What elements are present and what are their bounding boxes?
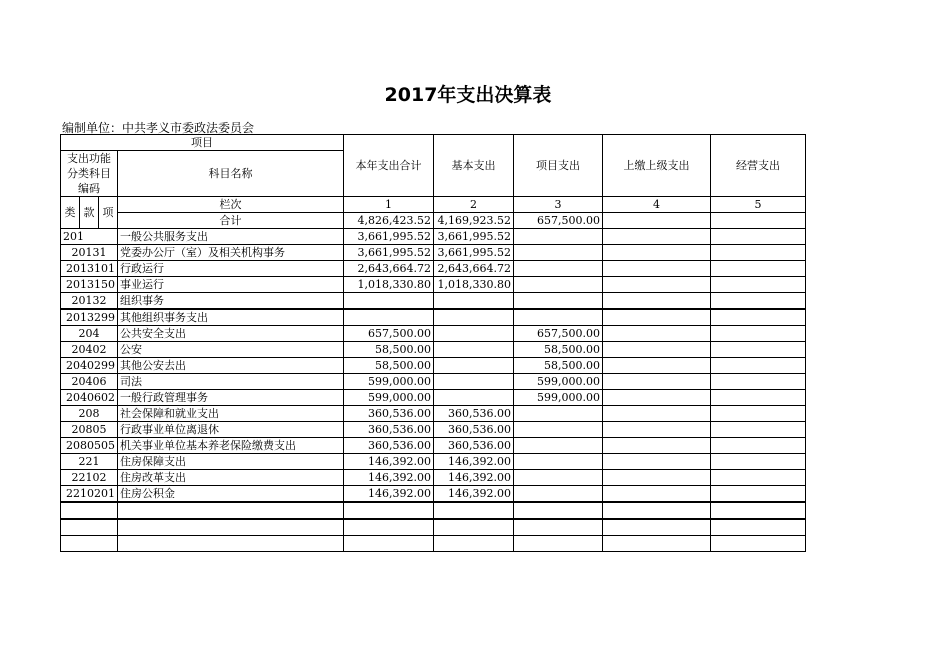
row-name: 组织事务: [118, 293, 344, 310]
row-business: [711, 229, 806, 245]
row-total: [344, 309, 434, 326]
row-upper: [603, 438, 711, 454]
row-code: 22102: [61, 470, 118, 486]
row-name: 公安: [118, 342, 344, 358]
row-project: [514, 277, 603, 293]
row-business: [711, 277, 806, 293]
row-name: 公共安全支出: [118, 326, 344, 342]
row-total: 599,000.00: [344, 390, 434, 406]
row-name: 党委办公厅（室）及相关机构事务: [118, 245, 344, 261]
row-upper: [603, 519, 711, 536]
table-row: [61, 374, 806, 390]
header-col-total: 本年支出合计: [344, 135, 434, 197]
table-row: [61, 390, 806, 406]
total-upper-cell: [603, 213, 711, 229]
col-number-upper: 4: [603, 197, 711, 213]
row-business: [711, 309, 806, 326]
row-code: [61, 502, 118, 519]
header-col-upper: 上缴上级支出: [603, 135, 711, 197]
row-total: 3,661,995.52: [344, 245, 434, 261]
row-total: 599,000.00: [344, 374, 434, 390]
table-row: [61, 277, 806, 293]
row-upper: [603, 486, 711, 503]
row-name: 住房公积金: [118, 486, 344, 503]
total-project-cell: 657,500.00: [514, 213, 603, 229]
row-basic: 146,392.00: [434, 470, 514, 486]
row-code: 2013299: [61, 309, 118, 326]
row-code: 2013101: [61, 261, 118, 277]
row-code: 208: [61, 406, 118, 422]
table-row: [61, 438, 806, 454]
table-row: [61, 486, 806, 503]
row-name: 社会保障和就业支出: [118, 406, 344, 422]
header-xiang: 项: [99, 197, 118, 229]
table-row: [61, 502, 806, 519]
row-name: 一般行政管理事务: [118, 390, 344, 406]
row-total: 360,536.00: [344, 406, 434, 422]
row-business: [711, 390, 806, 406]
row-total: 360,536.00: [344, 422, 434, 438]
row-code: 20402: [61, 342, 118, 358]
row-code: 2210201: [61, 486, 118, 503]
row-upper: [603, 390, 711, 406]
row-upper: [603, 245, 711, 261]
col-number-project: 3: [514, 197, 603, 213]
table-row: [61, 309, 806, 326]
row-upper: [603, 229, 711, 245]
row-name: 其他公安去出: [118, 358, 344, 374]
row-name: [118, 536, 344, 552]
table-row: [61, 229, 806, 245]
row-project: [514, 502, 603, 519]
header-name-label: 科目名称: [118, 151, 344, 197]
table-row: [61, 406, 806, 422]
row-name: 住房保障支出: [118, 454, 344, 470]
row-code: [61, 519, 118, 536]
row-business: [711, 536, 806, 552]
row-basic: 146,392.00: [434, 486, 514, 503]
row-name: 行政事业单位离退休: [118, 422, 344, 438]
row-code: 2040602: [61, 390, 118, 406]
row-upper: [603, 261, 711, 277]
row-name: 一般公共服务支出: [118, 229, 344, 245]
table-row: [61, 454, 806, 470]
header-col-basic: 基本支出: [434, 135, 514, 197]
row-upper: [603, 374, 711, 390]
row-total: [344, 502, 434, 519]
row-upper: [603, 277, 711, 293]
header-col-project: 项目支出: [514, 135, 603, 197]
row-total: 657,500.00: [344, 326, 434, 342]
row-basic: 1,018,330.80: [434, 277, 514, 293]
total-basic-cell: 4,169,923.52: [434, 213, 514, 229]
row-project: [514, 519, 603, 536]
row-total: 58,500.00: [344, 358, 434, 374]
table-row: [61, 536, 806, 552]
table-row: [61, 293, 806, 310]
table-row: [61, 422, 806, 438]
row-business: [711, 502, 806, 519]
row-upper: [603, 293, 711, 310]
table-row: [61, 261, 806, 277]
row-name: 机关事业单位基本养老保险缴费支出: [118, 438, 344, 454]
row-project: [514, 261, 603, 277]
row-total: 58,500.00: [344, 342, 434, 358]
row-business: [711, 470, 806, 486]
row-project: [514, 406, 603, 422]
row-project: [514, 486, 603, 503]
row-upper: [603, 454, 711, 470]
row-code: 2040299: [61, 358, 118, 374]
row-project: [514, 454, 603, 470]
row-project: [514, 470, 603, 486]
row-code: 20805: [61, 422, 118, 438]
total-expense-cell: 4,826,423.52: [344, 213, 434, 229]
row-basic: 360,536.00: [434, 422, 514, 438]
row-code: 204: [61, 326, 118, 342]
expense-table: [60, 134, 806, 552]
header-lanci: 栏次: [118, 197, 344, 213]
row-business: [711, 245, 806, 261]
row-project: 599,000.00: [514, 390, 603, 406]
row-basic: 360,536.00: [434, 406, 514, 422]
row-basic: [434, 519, 514, 536]
row-basic: 2,643,664.72: [434, 261, 514, 277]
row-business: [711, 261, 806, 277]
row-upper: [603, 422, 711, 438]
row-basic: [434, 358, 514, 374]
row-upper: [603, 309, 711, 326]
col-number-basic: 2: [434, 197, 514, 213]
row-upper: [603, 502, 711, 519]
row-business: [711, 358, 806, 374]
row-name: 行政运行: [118, 261, 344, 277]
row-name: [118, 502, 344, 519]
row-project: [514, 309, 603, 326]
row-upper: [603, 406, 711, 422]
row-total: 146,392.00: [344, 454, 434, 470]
row-code: 20131: [61, 245, 118, 261]
row-upper: [603, 536, 711, 552]
row-basic: [434, 293, 514, 310]
row-code: 2013150: [61, 277, 118, 293]
row-project: [514, 536, 603, 552]
row-project: [514, 438, 603, 454]
row-business: [711, 342, 806, 358]
row-business: [711, 454, 806, 470]
row-basic: 3,661,995.52: [434, 229, 514, 245]
row-total: 3,661,995.52: [344, 229, 434, 245]
row-total: 360,536.00: [344, 438, 434, 454]
row-name: 其他组织事务支出: [118, 309, 344, 326]
row-code: 2080505: [61, 438, 118, 454]
row-name: [118, 519, 344, 536]
table-row: [61, 519, 806, 536]
header-kuan: 款: [80, 197, 99, 229]
col-number-total: 1: [344, 197, 434, 213]
row-upper: [603, 326, 711, 342]
row-basic: [434, 536, 514, 552]
row-project: [514, 245, 603, 261]
col-number-business: 5: [711, 197, 806, 213]
row-business: [711, 422, 806, 438]
row-total: [344, 536, 434, 552]
row-basic: [434, 502, 514, 519]
page-title: 2017年支出决算表: [384, 84, 552, 106]
header-code-label: 支出功能分类科目编码: [61, 151, 118, 197]
header-lei: 类: [61, 197, 80, 229]
row-project: 58,500.00: [514, 342, 603, 358]
row-total: 146,392.00: [344, 470, 434, 486]
row-code: 20132: [61, 293, 118, 310]
header-item: 项目: [61, 135, 344, 151]
row-basic: [434, 390, 514, 406]
row-business: [711, 326, 806, 342]
row-total: [344, 293, 434, 310]
row-code: 201: [61, 229, 118, 245]
row-basic: [434, 342, 514, 358]
row-project: 657,500.00: [514, 326, 603, 342]
row-project: [514, 229, 603, 245]
row-business: [711, 406, 806, 422]
header-col-business: 经营支出: [711, 135, 806, 197]
table-row: [61, 342, 806, 358]
row-basic: [434, 326, 514, 342]
total-business-cell: [711, 213, 806, 229]
row-code: 221: [61, 454, 118, 470]
row-business: [711, 438, 806, 454]
table-row: [61, 326, 806, 342]
table-row: [61, 470, 806, 486]
header-heji: 合计: [118, 213, 344, 229]
row-total: [344, 519, 434, 536]
row-upper: [603, 470, 711, 486]
row-total: 2,643,664.72: [344, 261, 434, 277]
row-project: 599,000.00: [514, 374, 603, 390]
row-basic: [434, 309, 514, 326]
row-project: [514, 422, 603, 438]
row-basic: 3,661,995.52: [434, 245, 514, 261]
row-total: 146,392.00: [344, 486, 434, 503]
row-name: 事业运行: [118, 277, 344, 293]
table-row: [61, 358, 806, 374]
row-basic: [434, 374, 514, 390]
unit-label: 编制单位：中共孝义市委政法委员会: [62, 121, 255, 135]
row-name: 住房改革支出: [118, 470, 344, 486]
row-business: [711, 519, 806, 536]
row-code: [61, 536, 118, 552]
row-basic: 146,392.00: [434, 454, 514, 470]
row-upper: [603, 342, 711, 358]
row-code: 20406: [61, 374, 118, 390]
row-project: 58,500.00: [514, 358, 603, 374]
row-basic: 360,536.00: [434, 438, 514, 454]
row-total: 1,018,330.80: [344, 277, 434, 293]
row-project: [514, 293, 603, 310]
table-row: [61, 245, 806, 261]
row-business: [711, 293, 806, 310]
row-upper: [603, 358, 711, 374]
row-name: 司法: [118, 374, 344, 390]
row-business: [711, 486, 806, 503]
row-business: [711, 374, 806, 390]
